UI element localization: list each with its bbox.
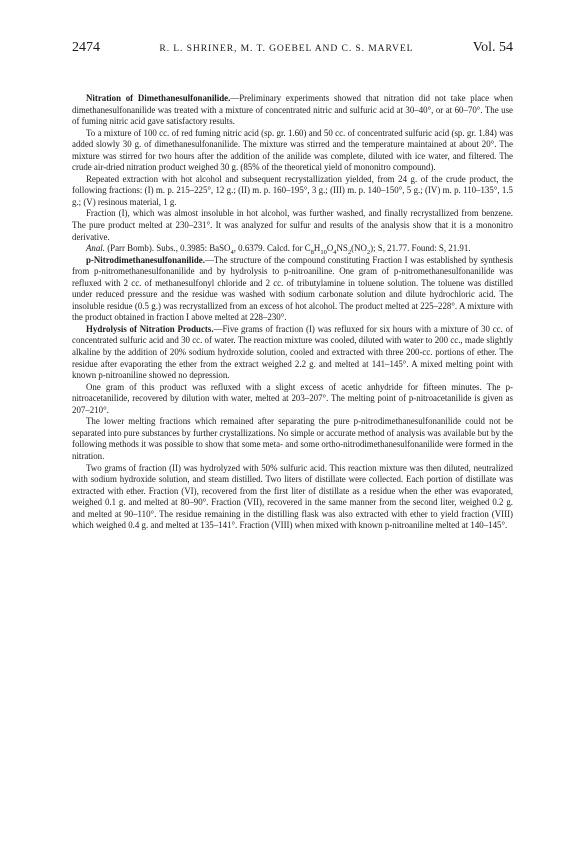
paragraph-fractions: Repeated extraction with hot alcohol and subsequent recrystallization yielded, from 24 g. of the crude product, the following fractions: (I) m. p. 215–225°, 12 g.; (II) m. p. 160–195°, 3 g.; (III) m. p. 140–150°, 5 g.; (IV) m. p. 110–135°, 1.5 g.; (V) resinous material, 1 g. [72,173,513,207]
section-heading-p-nitro: p-Nitrodimethanesulfonanilide. [86,254,205,265]
paragraph-text: —Five grams of fraction (I) was refluxed for six hours with a mixture of 30 cc. of concentrated sulfuric acid and 30 cc. of water. The reaction mixture was cooled, diluted with water to 200 cc., made slightly alkaline by the addition of 20% sodium hydroxide solution, cooled and extracted with three 200-cc. portions of ether. The residue after evaporating the ether from the extract weighed 2.2 g. and melted at 141–145°. A mixed melting point with known p-nitroaniline showed no depression. [72,323,513,381]
paragraph-text: —The structure of the compound constituting Fraction I was established by synthesis from p-nitromethanesulfonanilide and by hydrolysis to p-nitroaniline. One gram of p-nitromethanesulfonanilide was refluxed with 2 cc. of methanesulfonyl chloride and 2 cc. of tributylamine in toluene solution. The toluene was distilled under reduced pressure and the residue was washed with sodium carbonate solution and dilute hydrochloric acid. The insoluble residue (0.5 g.) was recrystallized from an excess of hot alcohol. The product melted at 225–228°. A mixture with the product obtained in fraction I above melted at 228–230°. [72,254,513,323]
analysis-label: Anal. [86,243,105,254]
paragraph-p-nitro-synthesis [72,255,513,324]
paragraph-hydrolysis [72,324,513,382]
volume-number: Vol. 54 [472,40,513,55]
paragraph-text: —Preliminary experiments showed that nitration did not take place when dimethanesulfonanilide was treated with a mixture of concentrated nitric and sulfuric acid at 30–40°, or at 60–70°. The use of fuming nitric acid gave satisfactory results. [72,93,513,127]
paragraph-lower-fractions: The lower melting fractions which remained after separating the pure p-nitrodimethanesulfonanilide could not be separated into pure substances by further crystallizations. No simple or accurate method of analysis was available but by the following methods it was possible to show that some meta- and some ortho-nitrodimethanesulfonanilide were formed in the nitration. [72,416,513,461]
paragraph-nitration-intro [72,93,513,128]
paragraph-fraction-two: Two grams of fraction (II) was hydrolyzed with 50% sulfuric acid. This reaction mixture was then diluted, neutralized with sodium hydroxide solution, and steam distilled. Two liters of distillate were collected. Each portion of distillate was extracted with ether. Fraction (VI), recovered from the first liter of distillate as a residue when the ether was evaporated, weighed 0.1 g. and melted at 80–90°. Fraction (VII), recovered in the same manner from the second liter, weighed 0.2 g. and melted at 90–110°. The residue remaining in the distilling flask was also extracted with ether to yield fraction (VIII) which weighed 0.4 g. and melted at 135–141°. Fraction (VIII) when mixed with known p-nitroaniline melted at 140–145°. [72,462,513,531]
paragraph-procedure: To a mixture of 100 cc. of red fuming nitric acid (sp. gr. 1.60) and 50 cc. of concentrated sulfuric acid (sp. gr. 1.84) was added slowly 30 g. of dimethanesulfonanilide. The mixture was stirred and the temperature maintained at about 20°. The mixture was stirred for two hours after the addition of the anilide was complete, diluted with ice water, and filtered. The crude air-dried nitration product weighed 30 g. (85% of the theoretical yield of mononitro compound). [72,127,513,173]
paragraph-acetylation: One gram of this product was refluxed with a slight excess of acetic anhydride for fifteen minutes. The p-nitroacetanilide, recovered by dilution with water, melted at 203–207°. The melting point of p-nitroacetanilide is given as 207–210°. [72,381,513,415]
section-heading-hydrolysis: Hydrolysis of Nitration Products. [86,323,214,334]
paragraph-fraction-one: Fraction (I), which was almost insoluble in hot alcohol, was further washed, and finally recrystallized from benzene. The pure product melted at 230–231°. It was analyzed for sulfur and results of the analysis show that it is a mononitro derivative. [72,208,513,242]
page-header [72,40,513,62]
running-head-authors: R. L. SHRINER, M. T. GOEBEL AND C. S. MARVEL [159,43,414,54]
article-body [72,93,513,532]
page-number: 2474 [72,40,100,55]
section-heading-nitration: Nitration of Dimethanesulfonanilide. [86,93,231,103]
paragraph-analysis: Anal. (Parr Bomb). Subs., 0.3985: BaSO$_4$, 0.6379. Calcd. for $C_8H_{10}O_4NS_2(NO_2)$; S, 21.77. Found: S, 21.91. [86,243,471,256]
